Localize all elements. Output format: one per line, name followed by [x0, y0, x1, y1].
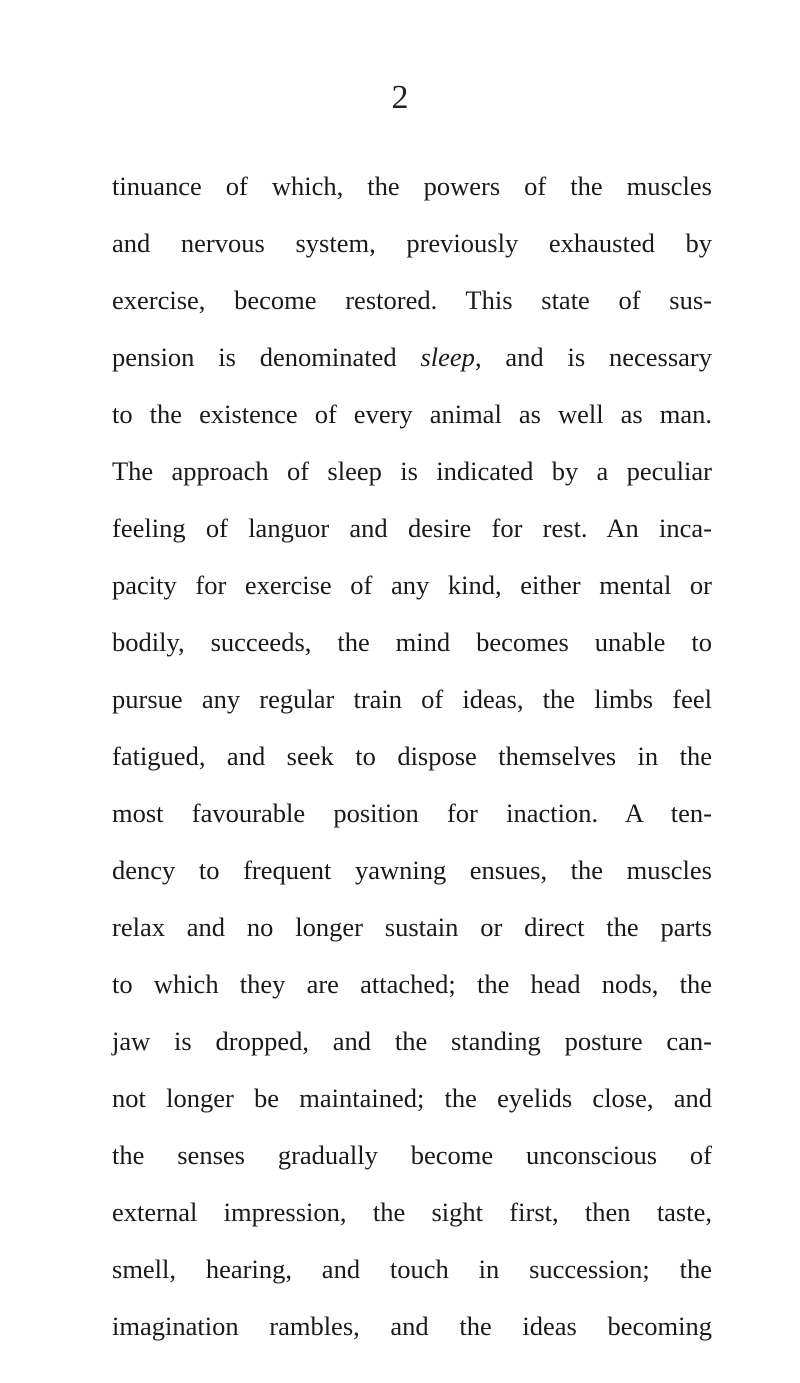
- text-line-2: and nervous system, previously exhausted by: [112, 228, 712, 258]
- text-line-10: pursue any regular train of ideas, the limbs feel: [112, 684, 712, 714]
- body-text: [112, 158, 712, 1355]
- text-line-19: external impression, the sight first, then taste,: [112, 1197, 712, 1227]
- text-line-14: relax and no longer sustain or direct the parts: [112, 912, 712, 942]
- text-line-7: feeling of languor and desire for rest. An inca-: [112, 513, 712, 543]
- text-line-20: smell, hearing, and touch in succession; the: [112, 1254, 712, 1284]
- text-line-4-end: , and is necessary: [474, 342, 712, 372]
- text-line-16: jaw is dropped, and the standing posture can-: [112, 1026, 712, 1056]
- text-line-4: [112, 329, 712, 386]
- text-line-13: dency to frequent yawning ensues, the muscles: [112, 855, 712, 885]
- text-line-9: bodily, succeeds, the mind becomes unable to: [112, 627, 712, 657]
- text-line-3: exercise, become restored. This state of sus-: [112, 285, 712, 315]
- text-line-5: to the existence of every animal as well as man.: [112, 399, 712, 429]
- page-number: 2: [391, 79, 409, 116]
- text-line-12: most favourable position for inaction. A ten-: [112, 798, 712, 828]
- text-line-1: tinuance of which, the powers of the muscles: [112, 171, 712, 201]
- text-line-15: to which they are attached; the head nods, the: [112, 969, 712, 999]
- italic-term-sleep: sleep: [420, 342, 475, 372]
- text-line-8: pacity for exercise of any kind, either mental or: [112, 570, 712, 600]
- text-line-6: The approach of sleep is indicated by a peculiar: [112, 456, 712, 486]
- text-line-17: not longer be maintained; the eyelids close, and: [112, 1083, 712, 1113]
- text-line-11: fatigued, and seek to dispose themselves in the: [112, 741, 712, 771]
- text-line-4-start: pension is denominated: [112, 342, 421, 372]
- text-line-18: the senses gradually become unconscious of: [112, 1140, 712, 1170]
- text-line-21: imagination rambles, and the ideas becoming: [112, 1311, 712, 1341]
